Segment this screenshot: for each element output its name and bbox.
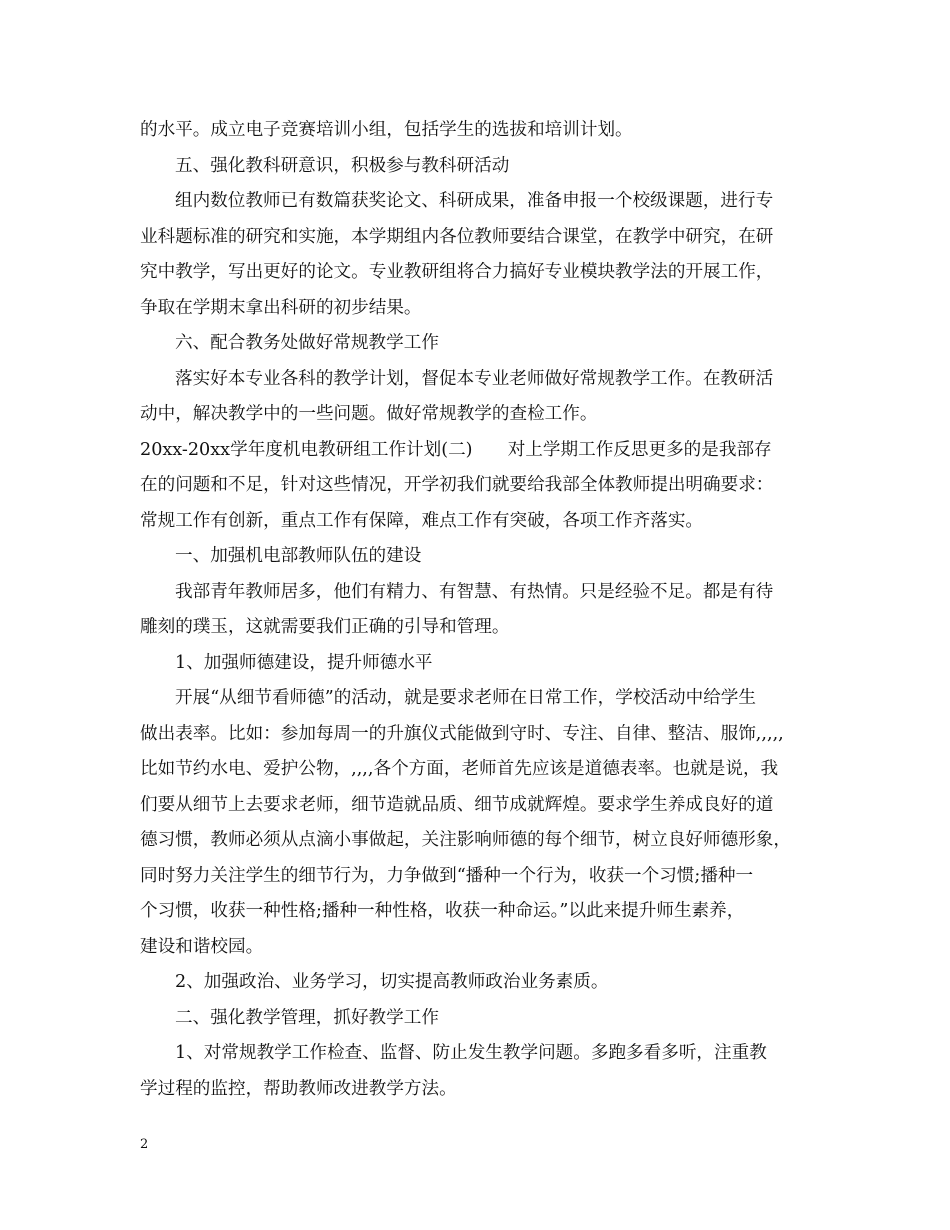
- text-line: 常规工作有创新，重点工作有保障，难点工作有突破，各项工作齐落实。: [140, 510, 704, 531]
- text-line: 究中教学，写出更好的论文。专业教研组将合力搞好专业模块教学法的开展工作，: [140, 262, 774, 282]
- text-line: 德习惯，教师必须从点滴小事做起，关注影响师德的每个细节，树立良好师德形象，: [140, 830, 791, 850]
- text-line: 落实好本专业各科的教学计划，督促本专业老师做好常规教学工作。在教研活: [175, 368, 774, 389]
- text-line: 一、加强机电部教师队伍的建设: [175, 546, 422, 566]
- text-line: 我部青年教师居多，他们有精力、有智慧、有热情。只是经验不足。都是有待: [175, 581, 774, 602]
- text-line: 同时努力关注学生的细节行为，力争做到“播种一个行为，收获一个习惯;播种一: [140, 865, 754, 886]
- text-line: 学过程的监控，帮助教师改进教学方法。: [140, 1078, 457, 1099]
- text-line: 1、加强师德建设，提升师德水平: [175, 652, 433, 673]
- text-line: 五、强化教科研意识，积极参与教科研活动: [175, 155, 510, 176]
- text-line: 在的问题和不足，针对这些情况，开学初我们就要给我部全体教师提出明确要求：: [140, 475, 774, 495]
- text-line: 做出表率。比如：参加每周一的升旗仪式能做到守时、专注、自律、整洁、服饰,,,,,: [140, 723, 784, 744]
- text-line: 2、加强政治、业务学习，切实提高教师政治业务素质。: [175, 972, 609, 992]
- text-line: 建设和谐校园。: [140, 936, 264, 957]
- text-line: 组内数位教师已有数篇获奖论文、科研成果，准备申报一个校级课题，进行专: [175, 191, 774, 211]
- text-line: 比如节约水电、爱护公物，,,,,各个方面，老师首先应该是道德表率。也就是说，我: [140, 759, 779, 779]
- text-line: 1、对常规教学工作检查、监督、防止发生教学问题。多跑多看多听，注重教: [175, 1043, 767, 1063]
- text-line: 六、配合教务处做好常规教学工作: [175, 333, 439, 353]
- text-line: 雕刻的璞玉，这就需要我们正确的引导和管理。: [140, 617, 510, 637]
- text-line: 业科题标准的研究和实施，本学期组内各位教师要结合课堂，在教学中研究，在研: [140, 226, 774, 247]
- text-line: 的水平。成立电子竞赛培训小组，包括学生的选拔和培训计划。: [140, 120, 633, 140]
- text-line: 开展“从细节看师德”的活动，就是要求老师在日常工作，学校活动中给学生: [175, 688, 756, 708]
- text-line: 动中，解决教学中的一些问题。做好常规教学的查检工作。: [140, 404, 598, 424]
- document-body: [140, 113, 812, 1107]
- text-line: 们要从细节上去要求老师，细节造就品质、细节成就辉煌。要求学生养成良好的道: [140, 794, 774, 815]
- text-line: 争取在学期末拿出科研的初步结果。: [140, 297, 422, 318]
- page-number: 2: [140, 1137, 149, 1152]
- text-line: 二、强化教学管理，抓好教学工作: [175, 1007, 439, 1028]
- text-line: 个习惯，收获一种性格;播种一种性格，收获一种命运。”以此来提升师生素养，: [140, 901, 745, 921]
- text-line: 20xx-20xx学年度机电教研组工作计划(二) 对上学期工作反思更多的是我部存: [140, 439, 772, 460]
